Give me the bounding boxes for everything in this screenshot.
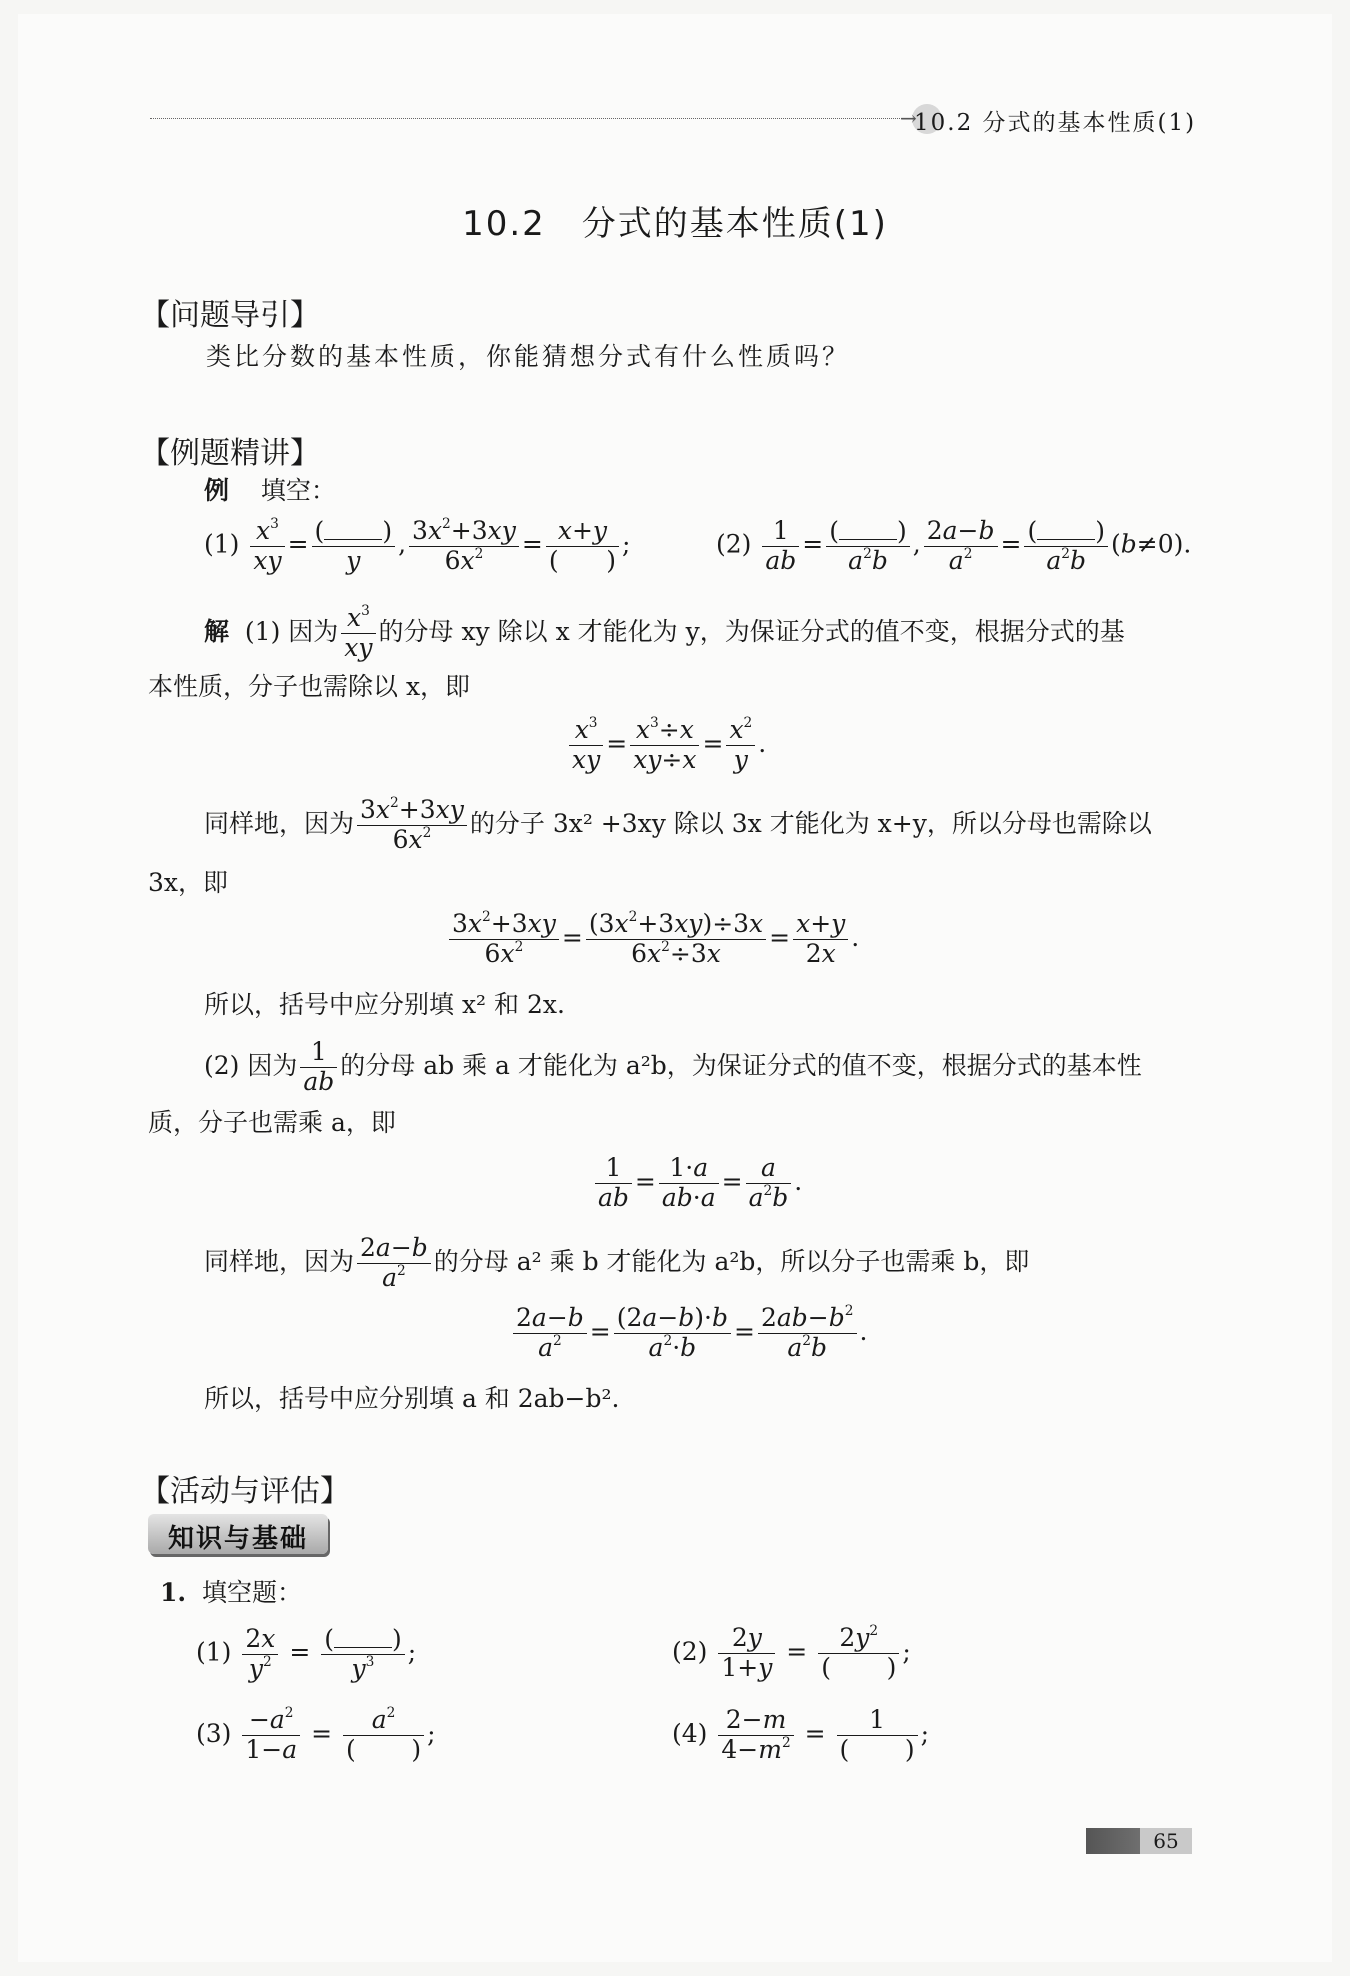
example-part-2: (2) $\frac{1}{ab}$ = $\frac{( )}{a^2b}$ , $\frac{2a-b}{a^2}$ = $\frac{( )}{a^2b}$ (b≠0). <box>716 515 1192 576</box>
knowledge-badge: 知识与基础 <box>148 1514 328 1554</box>
page-title: 10.2 分式的基本性质(1) <box>462 204 888 244</box>
example-task: 填空： <box>260 476 336 505</box>
solution-line-2b: 质，分子也需乘 a，即 <box>148 1108 396 1137</box>
answer-1: 所以，括号中应分别填 x² 和 2x. <box>204 990 565 1019</box>
example-label: 例 <box>204 476 230 505</box>
intro-text: 类比分数的基本性质，你能猜想分式有什么性质吗？ <box>206 342 851 371</box>
same-line-1: 同样地，因为 $\frac{3x^2+3xy}{6x^2}$ 的分子 3x² +3xy 除以 3x 才能化为 x+y，所以分母也需除以 <box>204 795 1152 854</box>
solution-line-2: (2) 因为 $\frac{1}{ab}$ 的分母 ab 乘 a 才能化为 a²b，为保证分式的值不变，根据分式的基本性 <box>204 1037 1142 1096</box>
solution-1-text: 的分母 xy 除以 x 才能化为 y，为保证分式的值不变，根据分式的基 <box>378 616 1125 646</box>
question-1: 1. 填空题： <box>160 1578 303 1607</box>
section-heading-activity: 【活动与评估】 <box>140 1474 350 1509</box>
same-line-1b: 3x，即 <box>148 868 229 897</box>
q1-part-2: (2) $\frac{2y}{1+y}$ = $\frac{2y^2}{( )}$ ; <box>672 1623 911 1682</box>
formula-1: $\frac{x^3}{xy}$ = $\frac{x^3\div x}{xy\div x}$ = $\frac{x^2}{y}$ . <box>566 716 766 775</box>
q1-part-1: (1) $\frac{2x}{y^2}$ = $\frac{( )}{y^3}$ ; <box>196 1623 417 1684</box>
running-title: 10.2 分式的基本性质(1) <box>914 110 1197 136</box>
solution-line-1: 解 (1) 因为 $\frac{x^3}{xy}$ 的分母 xy 除以 x 才能化为 y，为保证分式的值不变，根据分式的基 <box>204 603 1125 662</box>
formula-3: $\frac{1}{ab}$ = $\frac{1\cdot a}{ab\cdot a}$ = $\frac{a}{a^2b}$ . <box>592 1154 802 1213</box>
q1-part-4: (4) $\frac{2-m}{4-m^2}$ = $\frac{1}{( )}$ ; <box>672 1705 930 1764</box>
page-number: 65 <box>1140 1828 1192 1854</box>
example-part-1: (1) $\frac{x^3}{xy}$ = $\frac{( )}{y}$ , $\frac{3x^2+3xy}{6x^2}$ = $\frac{x+y}{( )}$ ; <box>204 515 631 576</box>
example-line <box>204 476 336 506</box>
formula-2: $\frac{3x^2+3xy}{6x^2}$ = $\frac{(3x^2+3xy)\div 3x}{6x^2\div 3x}$ = $\frac{x+y}{2x}$ . <box>446 910 859 969</box>
header-rule <box>150 118 902 119</box>
q1-part-3: (3) $\frac{-a^2}{1-a}$ = $\frac{a^2}{( )}$ ; <box>196 1705 436 1764</box>
header-arrow-icon: → <box>900 106 917 130</box>
section-heading-intro: 【问题导引】 <box>140 298 320 333</box>
solution-line-1b: 本性质，分子也需除以 x，即 <box>148 672 471 701</box>
section-heading-example: 【例题精讲】 <box>140 436 320 471</box>
solution-label: 解 <box>204 616 230 646</box>
same-line-2: 同样地，因为 $\frac{2a-b}{a^2}$ 的分母 a² 乘 b 才能化为 a²b，所以分子也需乘 b，即 <box>204 1233 1030 1292</box>
answer-2: 所以，括号中应分别填 a 和 2ab−b². <box>204 1384 620 1413</box>
formula-4: $\frac{2a-b}{a^2}$ = $\frac{(2a-b)\cdot b}{a^2\cdot b}$ = $\frac{2ab-b^2}{a^2b}$ . <box>510 1304 867 1363</box>
